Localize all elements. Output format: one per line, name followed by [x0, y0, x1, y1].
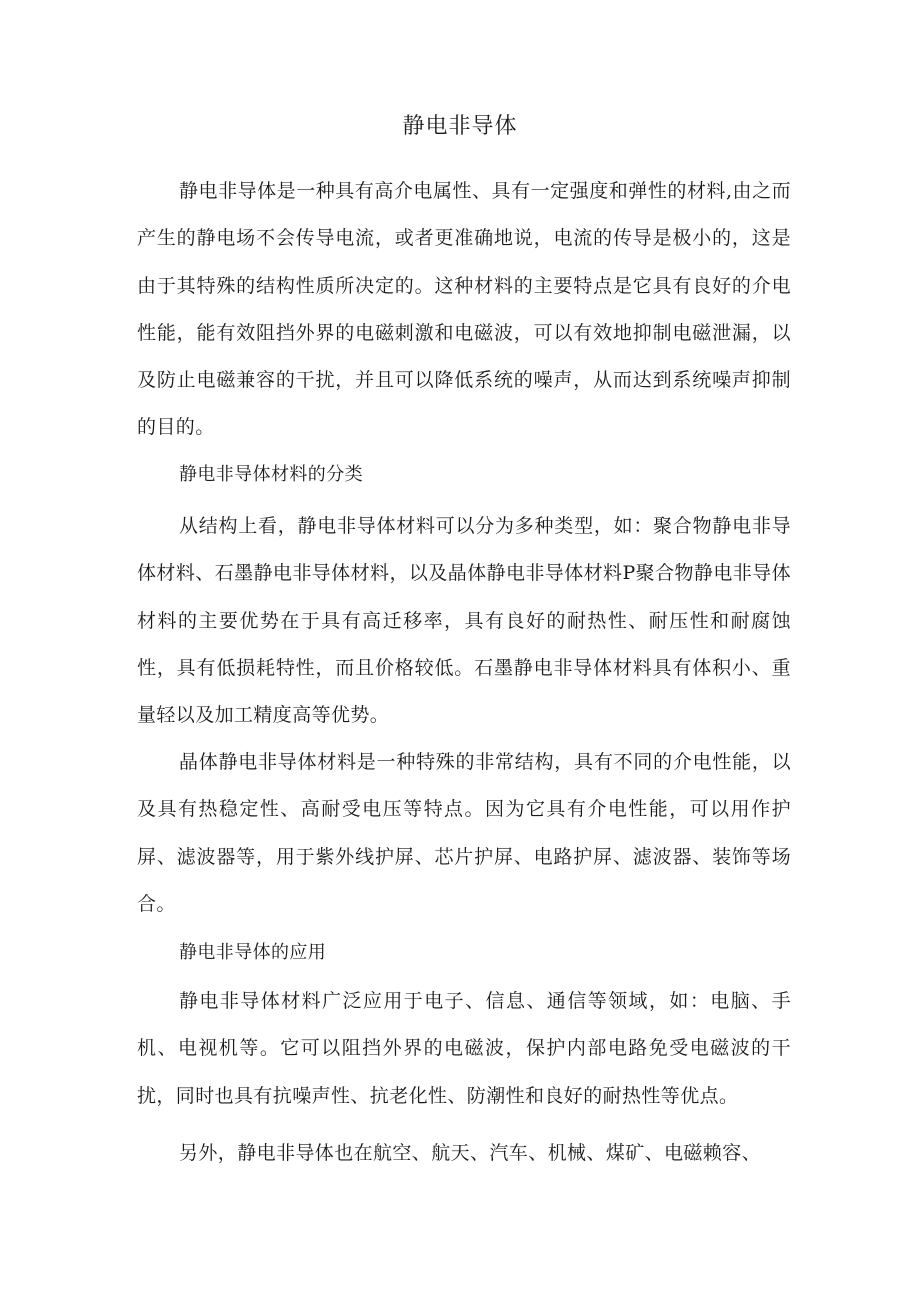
crystal-material-paragraph: 晶体静电非导体材料是一种特殊的非常结构，具有不同的介电性能，以及具有热稳定性、高耐受电压等特点。因为它具有介电性能，可以用作护屏、滤波器等，用于紫外线护屏、芯片护屏、电路护屏、滤波器、装饰等场合。	[137, 751, 791, 915]
section-heading-application: 静电非导体的应用	[179, 942, 327, 963]
classification-paragraph: 从结构上看，静电非导体材料可以分为多种类型，如：聚合物静电非导体材料、石墨静电非导体材料，以及晶体静电非导体材料P聚合物静电非导体材料的主要优势在于具有高迁移率，具有良好的耐热性、耐压性和耐腐蚀性，具有低损耗特性，而且价格较低。石墨静电非导体材料具有体积小、重量轻以及加工精度高等优势。	[137, 515, 791, 727]
application-paragraph: 静电非导体材料广泛应用于电子、信息、通信等领域，如：电脑、手机、电视机等。它可以阻挡外界的电磁波，保护内部电路免受电磁波的干扰，同时也具有抗噪声性、抗老化性、防潮性和良好的耐热性等优点。	[137, 990, 791, 1107]
page-title: 静电非导体	[402, 114, 518, 139]
additional-application-paragraph: 另外，静电非导体也在航空、航天、汽车、机械、煤矿、电磁赖容、	[179, 1142, 762, 1164]
section-heading-classification: 静电非导体材料的分类	[179, 464, 363, 485]
intro-paragraph: 静电非导体是一种具有高介电属性、具有一定强度和弹性的材料,由之而产生的静电场不会传导电流，或者更准确地说，电流的传导是极小的，这是由于其特殊的结构性质所决定的。这种材料的主要特点是它具有良好的介电性能，能有效阻挡外界的电磁刺激和电磁波，可以有效地抑制电磁泄漏，以及防止电磁兼容的干扰，并且可以降低系统的噪声，从而达到系统噪声抑制的目的。	[137, 180, 791, 439]
